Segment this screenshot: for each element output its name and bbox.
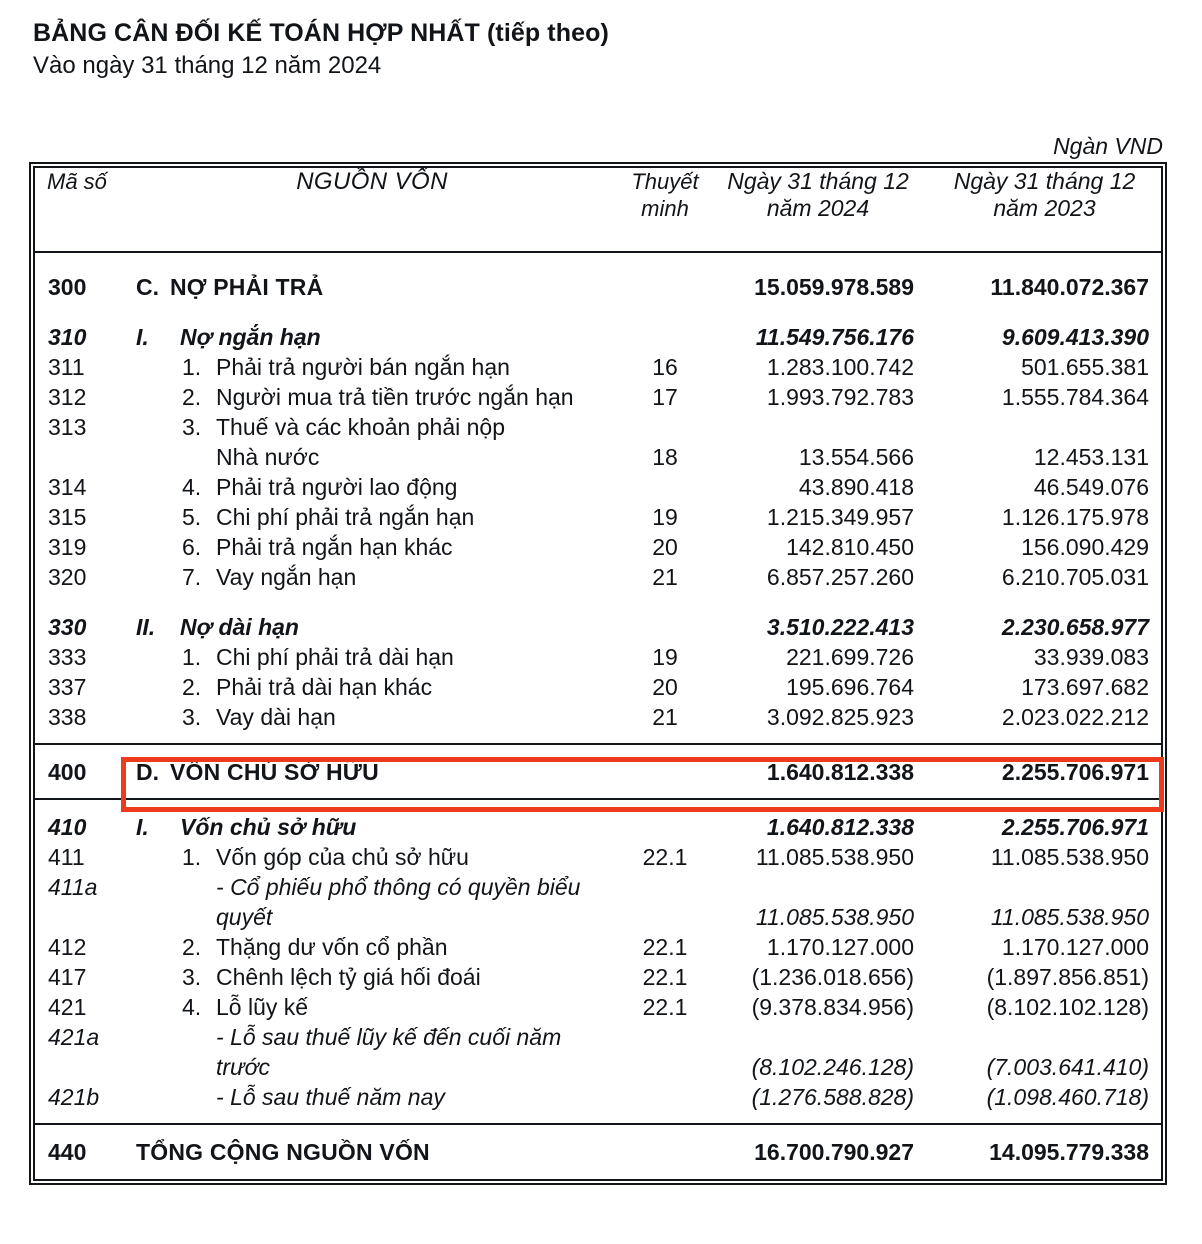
row-text-421a-line2: trước xyxy=(216,1054,271,1080)
row-label-412 xyxy=(122,932,622,962)
spacer-cell-y2 xyxy=(928,1125,1161,1137)
table-row xyxy=(35,382,1161,412)
table-row xyxy=(35,1022,1161,1082)
table-row xyxy=(35,1137,1161,1167)
document-heading xyxy=(33,18,1033,81)
row-note-310 xyxy=(622,322,708,352)
row-marker-421: 4. xyxy=(182,994,202,1020)
spacer-row xyxy=(35,252,1161,272)
row-y2023-330: 2.230.658.977 xyxy=(1001,614,1149,640)
spacer-cell-note xyxy=(622,1167,708,1179)
row-code-320: 320 xyxy=(48,564,87,590)
row-code-338: 338 xyxy=(48,704,87,730)
row-text-411a-line2: quyết xyxy=(216,904,273,930)
row-marker-412: 2. xyxy=(182,934,202,960)
row-y2023-319: 156.090.429 xyxy=(1021,534,1149,560)
spacer-cell-name xyxy=(122,1125,622,1137)
row-text-421b-line1: Lỗ sau thuế năm nay xyxy=(230,1084,445,1110)
row-text-312: Người mua trả tiền trước ngắn hạn xyxy=(216,384,574,410)
row-note-320: 21 xyxy=(652,564,678,590)
row-note-411: 22.1 xyxy=(642,844,688,870)
row-text-337: Phải trả dài hạn khác xyxy=(216,674,433,700)
spacer-row xyxy=(35,745,1161,757)
row-text-330: Nợ dài hạn xyxy=(180,614,299,640)
table-row xyxy=(35,812,1161,842)
row-y2024-300: 15.059.978.589 xyxy=(754,274,914,300)
row-marker-311: 1. xyxy=(182,354,202,380)
row-note-319: 20 xyxy=(652,534,678,560)
row-y2023-314: 46.549.076 xyxy=(1033,474,1149,500)
spacer-row xyxy=(35,1112,1161,1124)
row-y2024-315: 1.215.349.957 xyxy=(766,504,914,530)
row-label-314 xyxy=(122,472,622,502)
spacer-cell-name xyxy=(122,1112,622,1124)
row-y2024-314: 43.890.418 xyxy=(798,474,914,500)
currency-unit-label: Ngàn VND xyxy=(1053,133,1163,159)
row-text-440: TỔNG CỘNG NGUỒN VỐN xyxy=(136,1139,430,1165)
row-y2024-411a-value: 11.085.538.950 xyxy=(755,904,914,930)
spacer-cell-code xyxy=(35,252,122,272)
row-y2024-421a-value: (8.102.246.128) xyxy=(751,1054,914,1080)
spacer-cell-note xyxy=(622,1125,708,1137)
table-row-highlighted xyxy=(35,757,1161,787)
row-note-400 xyxy=(622,757,708,787)
row-y2024-400: 1.640.812.338 xyxy=(766,759,914,785)
row-y2024-330: 3.510.222.413 xyxy=(766,614,914,640)
row-marker-333: 1. xyxy=(182,644,202,670)
table-row xyxy=(35,532,1161,562)
row-y2024-417: (1.236.018.656) xyxy=(751,964,914,990)
spacer-cell-name xyxy=(122,787,622,799)
row-code-411: 411 xyxy=(48,844,85,870)
row-note-333: 19 xyxy=(652,644,678,670)
spacer-cell-note xyxy=(622,745,708,757)
row-note-412: 22.1 xyxy=(642,934,688,960)
row-marker-320: 7. xyxy=(182,564,202,590)
row-note-330 xyxy=(622,612,708,642)
row-y2024-313 xyxy=(708,412,928,472)
row-text-421: Lỗ lũy kế xyxy=(216,994,309,1020)
row-y2024-412: 1.170.127.000 xyxy=(766,934,914,960)
spacer-cell-y1 xyxy=(708,800,928,812)
spacer-cell-y2 xyxy=(928,732,1161,744)
spacer-cell-note xyxy=(622,787,708,799)
table-row xyxy=(35,272,1161,302)
row-y2024-421b: (1.276.588.828) xyxy=(751,1084,914,1110)
spacer-cell-name xyxy=(122,252,622,272)
table-row xyxy=(35,612,1161,642)
row-label-411 xyxy=(122,842,622,872)
row-y2024-411: 11.085.538.950 xyxy=(755,844,914,870)
row-text-319: Phải trả ngắn hạn khác xyxy=(216,534,453,560)
row-y2023-411a xyxy=(928,872,1161,932)
row-label-311 xyxy=(122,352,622,382)
row-y2023-312: 1.555.784.364 xyxy=(1001,384,1149,410)
spacer-cell-name xyxy=(122,745,622,757)
row-y2024-319: 142.810.450 xyxy=(786,534,914,560)
row-marker-312: 2. xyxy=(182,384,202,410)
row-y2023-421b: (1.098.460.718) xyxy=(986,1084,1149,1110)
row-code-314: 314 xyxy=(48,474,87,500)
row-label-310 xyxy=(122,322,622,352)
row-label-400 xyxy=(122,757,622,787)
header-year2-line1: Ngày 31 tháng 12 xyxy=(953,168,1136,194)
row-y2023-410: 2.255.706.971 xyxy=(1001,814,1149,840)
header-cell-year-2023 xyxy=(928,168,1161,252)
row-y2024-440: 16.700.790.927 xyxy=(754,1139,914,1165)
row-text-400: VỐN CHỦ SỞ HỮU xyxy=(170,759,379,785)
row-marker-319: 6. xyxy=(182,534,202,560)
row-marker-337: 2. xyxy=(182,674,202,700)
spacer-row xyxy=(35,787,1161,799)
spacer-cell-code xyxy=(35,592,122,612)
row-y2023-421a-value: (7.003.641.410) xyxy=(986,1054,1149,1080)
spacer-cell-name xyxy=(122,302,622,322)
row-note-311: 16 xyxy=(652,354,678,380)
row-code-312: 312 xyxy=(48,384,87,410)
row-text-410: Vốn chủ sở hữu xyxy=(180,814,357,840)
row-y2024-337: 195.696.764 xyxy=(786,674,914,700)
spacer-cell-y2 xyxy=(928,302,1161,322)
row-y2023-400: 2.255.706.971 xyxy=(1001,759,1149,785)
row-y2024-313-value: 13.554.566 xyxy=(798,444,914,470)
spacer-cell-note xyxy=(622,302,708,322)
row-code-311: 311 xyxy=(48,354,85,380)
row-code-410: 410 xyxy=(48,814,87,840)
row-label-333 xyxy=(122,642,622,672)
row-y2023-337: 173.697.682 xyxy=(1021,674,1149,700)
row-dash-421a: - xyxy=(216,1024,224,1050)
row-text-411a xyxy=(216,872,622,932)
row-y2023-333: 33.939.083 xyxy=(1033,644,1149,670)
row-code-333: 333 xyxy=(48,644,87,670)
spacer-cell-y2 xyxy=(928,252,1161,272)
row-y2024-312: 1.993.792.783 xyxy=(766,384,914,410)
table-row xyxy=(35,672,1161,702)
spacer-cell-name xyxy=(122,732,622,744)
row-note-421b xyxy=(622,1082,708,1112)
spacer-cell-y1 xyxy=(708,1112,928,1124)
row-text-411: Vốn góp của chủ sở hữu xyxy=(216,844,469,870)
row-label-421b xyxy=(122,1082,622,1112)
row-text-320: Vay ngắn hạn xyxy=(216,564,357,590)
table-row xyxy=(35,642,1161,672)
table-body xyxy=(35,252,1161,1179)
row-label-330 xyxy=(122,612,622,642)
row-y2024-421a xyxy=(708,1022,928,1082)
spacer-cell-code xyxy=(35,1125,122,1137)
table-row xyxy=(35,502,1161,532)
row-note-313-value: 18 xyxy=(652,444,678,470)
row-code-337: 337 xyxy=(48,674,87,700)
row-text-313 xyxy=(216,412,622,472)
spacer-cell-note xyxy=(622,800,708,812)
row-note-315: 19 xyxy=(652,504,678,530)
row-dash-411a: - xyxy=(216,874,224,900)
table-row xyxy=(35,702,1161,732)
row-y2023-313-value: 12.453.131 xyxy=(1033,444,1149,470)
spacer-cell-name xyxy=(122,800,622,812)
row-note-337: 20 xyxy=(652,674,678,700)
row-label-411a xyxy=(122,872,622,932)
row-text-338: Vay dài hạn xyxy=(216,704,336,730)
header-year1-line2: năm 2024 xyxy=(766,195,870,221)
spacer-row xyxy=(35,302,1161,322)
row-note-440 xyxy=(622,1137,708,1167)
row-label-312 xyxy=(122,382,622,412)
row-code-310: 310 xyxy=(48,324,87,350)
row-text-421b xyxy=(216,1082,622,1112)
row-label-338 xyxy=(122,702,622,732)
row-marker-313: 3. xyxy=(182,414,202,440)
row-marker-411: 1. xyxy=(182,844,202,870)
spacer-cell-y1 xyxy=(708,592,928,612)
row-code-412: 412 xyxy=(48,934,87,960)
row-y2024-411a xyxy=(708,872,928,932)
spacer-row xyxy=(35,1167,1161,1179)
row-y2023-421: (8.102.102.128) xyxy=(986,994,1149,1020)
row-y2024-410: 1.640.812.338 xyxy=(766,814,914,840)
spacer-cell-y1 xyxy=(708,1167,928,1179)
row-label-417 xyxy=(122,962,622,992)
table-row xyxy=(35,932,1161,962)
spacer-row xyxy=(35,800,1161,812)
row-y2024-320: 6.857.257.260 xyxy=(766,564,914,590)
row-label-410 xyxy=(122,812,622,842)
page-title: BẢNG CÂN ĐỐI KẾ TOÁN HỢP NHẤT (tiếp theo) xyxy=(33,19,609,47)
row-code-400: 400 xyxy=(48,759,87,785)
table-row xyxy=(35,1082,1161,1112)
row-y2023-311: 501.655.381 xyxy=(1021,354,1149,380)
row-y2023-417: (1.897.856.851) xyxy=(986,964,1149,990)
table-row xyxy=(35,412,1161,472)
header-year1-line1: Ngày 31 tháng 12 xyxy=(727,168,909,194)
row-text-314: Phải trả người lao động xyxy=(216,474,458,500)
row-y2023-421a xyxy=(928,1022,1161,1082)
row-text-411a-line1: Cổ phiếu phổ thông có quyền biểu xyxy=(230,874,581,900)
row-code-421: 421 xyxy=(48,994,87,1020)
row-note-421: 22.1 xyxy=(642,994,688,1020)
row-y2023-338: 2.023.022.212 xyxy=(1001,704,1149,730)
row-code-319: 319 xyxy=(48,534,87,560)
header-cell-year-2024 xyxy=(708,168,928,252)
row-marker-300: C. xyxy=(136,274,159,300)
header-year2-line2: năm 2023 xyxy=(993,195,1096,221)
table-row xyxy=(35,352,1161,382)
spacer-cell-note xyxy=(622,592,708,612)
row-marker-338: 3. xyxy=(182,704,202,730)
row-text-417: Chênh lệch tỷ giá hối đoái xyxy=(216,964,481,990)
header-cell-note xyxy=(622,168,708,252)
row-marker-310: I. xyxy=(136,324,149,350)
row-code-330: 330 xyxy=(48,614,87,640)
row-code-411a: 411a xyxy=(48,874,98,900)
row-label-337 xyxy=(122,672,622,702)
row-marker-417: 3. xyxy=(182,964,202,990)
row-marker-314: 4. xyxy=(182,474,202,500)
spacer-cell-y1 xyxy=(708,787,928,799)
row-label-421 xyxy=(122,992,622,1022)
spacer-cell-y1 xyxy=(708,302,928,322)
table-row xyxy=(35,962,1161,992)
row-y2023-411a-value: 11.085.538.950 xyxy=(990,904,1149,930)
row-text-300: NỢ PHẢI TRẢ xyxy=(170,274,324,300)
spacer-row xyxy=(35,1125,1161,1137)
row-note-417: 22.1 xyxy=(642,964,688,990)
row-y2023-411: 11.085.538.950 xyxy=(990,844,1149,870)
balance-sheet-table xyxy=(35,168,1161,1179)
row-note-338: 21 xyxy=(652,704,678,730)
spacer-cell-y2 xyxy=(928,1167,1161,1179)
row-y2024-333: 221.699.726 xyxy=(786,644,914,670)
header-cell-name: NGUỒN VỐN xyxy=(296,168,448,195)
row-dash-421b: - xyxy=(216,1084,224,1110)
row-marker-400: D. xyxy=(136,759,159,785)
spacer-cell-y2 xyxy=(928,745,1161,757)
row-text-313-line2: Nhà nước xyxy=(216,444,320,470)
row-y2023-310: 9.609.413.390 xyxy=(1001,324,1149,350)
row-text-412: Thặng dư vốn cổ phần xyxy=(216,934,448,960)
row-note-300 xyxy=(622,272,708,302)
row-y2023-300: 11.840.072.367 xyxy=(990,274,1149,300)
header-cell-code: Mã số xyxy=(47,169,107,194)
spacer-cell-y1 xyxy=(708,745,928,757)
spacer-cell-y2 xyxy=(928,787,1161,799)
row-y2023-315: 1.126.175.978 xyxy=(1001,504,1149,530)
row-label-421a xyxy=(122,1022,622,1082)
row-y2023-412: 1.170.127.000 xyxy=(1001,934,1149,960)
table-row xyxy=(35,562,1161,592)
row-y2023-320: 6.210.705.031 xyxy=(1001,564,1149,590)
row-text-333: Chi phí phải trả dài hạn xyxy=(216,644,454,670)
spacer-cell-note xyxy=(622,1112,708,1124)
spacer-cell-code xyxy=(35,787,122,799)
row-label-300 xyxy=(122,272,622,302)
spacer-row xyxy=(35,732,1161,744)
spacer-cell-y1 xyxy=(708,252,928,272)
row-text-310: Nợ ngắn hạn xyxy=(180,324,321,350)
row-code-417: 417 xyxy=(48,964,87,990)
row-note-312: 17 xyxy=(652,384,678,410)
spacer-cell-y2 xyxy=(928,800,1161,812)
row-y2024-311: 1.283.100.742 xyxy=(766,354,914,380)
row-note-411a xyxy=(622,872,708,932)
row-code-421a: 421a xyxy=(48,1024,100,1050)
row-code-300: 300 xyxy=(48,274,87,300)
balance-sheet-table-frame xyxy=(33,166,1163,1181)
row-code-440: 440 xyxy=(48,1139,87,1165)
row-text-421a xyxy=(216,1022,622,1082)
spacer-cell-name xyxy=(122,1167,622,1179)
spacer-cell-y2 xyxy=(928,1112,1161,1124)
table-row xyxy=(35,842,1161,872)
row-label-320 xyxy=(122,562,622,592)
row-y2023-440: 14.095.779.338 xyxy=(989,1139,1149,1165)
row-y2023-313 xyxy=(928,412,1161,472)
row-code-421b: 421b xyxy=(48,1084,100,1110)
spacer-row xyxy=(35,592,1161,612)
row-marker-330: II. xyxy=(136,614,156,640)
row-note-313 xyxy=(622,412,708,472)
spacer-cell-code xyxy=(35,800,122,812)
table-row xyxy=(35,322,1161,352)
spacer-cell-code xyxy=(35,745,122,757)
row-label-319 xyxy=(122,532,622,562)
row-label-313 xyxy=(122,412,622,472)
spacer-cell-code xyxy=(35,1112,122,1124)
row-y2024-310: 11.549.756.176 xyxy=(755,324,914,350)
row-marker-410: I. xyxy=(136,814,149,840)
table-row xyxy=(35,872,1161,932)
page-subtitle: Vào ngày 31 tháng 12 năm 2024 xyxy=(33,52,382,79)
row-y2024-338: 3.092.825.923 xyxy=(766,704,914,730)
header-note-line2: minh xyxy=(641,196,689,221)
spacer-cell-code xyxy=(35,732,122,744)
header-row xyxy=(35,168,1161,252)
table-header xyxy=(35,168,1161,252)
row-text-421a-line1: Lỗ sau thuế lũy kế đến cuối năm xyxy=(230,1024,562,1050)
row-y2024-421: (9.378.834.956) xyxy=(751,994,914,1020)
spacer-cell-code xyxy=(35,1167,122,1179)
table-row xyxy=(35,472,1161,502)
row-label-315 xyxy=(122,502,622,532)
spacer-cell-note xyxy=(622,252,708,272)
spacer-cell-name xyxy=(122,592,622,612)
row-text-315: Chi phí phải trả ngắn hạn xyxy=(216,504,475,530)
row-code-315: 315 xyxy=(48,504,87,530)
row-marker-315: 5. xyxy=(182,504,202,530)
spacer-cell-y1 xyxy=(708,1125,928,1137)
row-text-313-line1: Thuế và các khoản phải nộp xyxy=(216,414,505,440)
table-row xyxy=(35,992,1161,1022)
row-text-311: Phải trả người bán ngắn hạn xyxy=(216,354,510,380)
row-label-440 xyxy=(122,1137,622,1167)
spacer-cell-y2 xyxy=(928,592,1161,612)
header-note-line1: Thuyết xyxy=(631,169,699,194)
spacer-cell-code xyxy=(35,302,122,322)
row-note-410 xyxy=(622,812,708,842)
row-note-421a xyxy=(622,1022,708,1082)
row-note-314 xyxy=(622,472,708,502)
spacer-cell-y1 xyxy=(708,732,928,744)
row-code-313: 313 xyxy=(48,414,87,440)
spacer-cell-note xyxy=(622,732,708,744)
